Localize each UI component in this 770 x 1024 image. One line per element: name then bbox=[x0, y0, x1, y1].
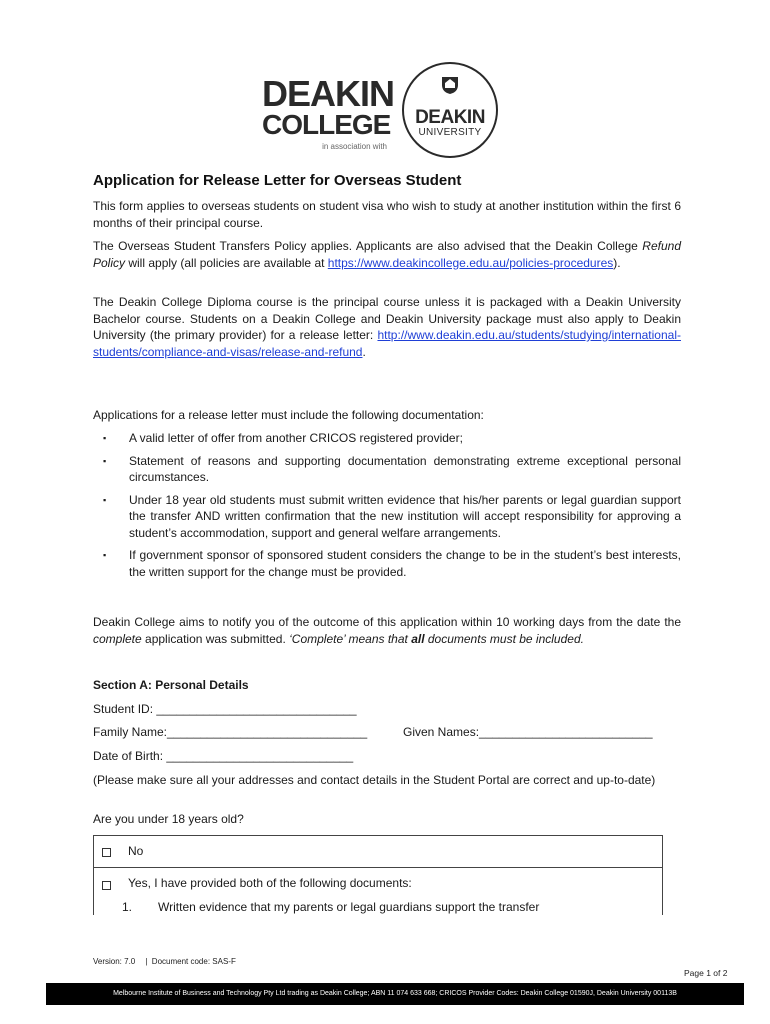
doc-item-text: A valid letter of offer from another CRICOS registered provider; bbox=[129, 431, 463, 445]
family-name-field[interactable]: Family Name:______________________________ bbox=[93, 725, 368, 739]
logo-university-line2: UNIVERSITY bbox=[418, 127, 482, 138]
logo-college-line1: DEAKIN bbox=[262, 73, 395, 114]
docs-list bbox=[93, 430, 681, 586]
logo-college-line2: COLLEGE bbox=[262, 109, 391, 140]
bullet-icon: ▪ bbox=[103, 455, 107, 466]
diploma-paragraph bbox=[93, 294, 681, 360]
given-names-field[interactable]: Given Names:__________________________ bbox=[403, 725, 653, 739]
logo-university-line1: DEAKIN bbox=[415, 107, 485, 128]
policy-text-middle: will apply (all policies are available at bbox=[125, 255, 328, 270]
list-item bbox=[93, 453, 681, 486]
address-note: (Please make sure all your addresses and contact details in the Student Portal are correct and up-to-date) bbox=[93, 773, 656, 787]
version-text: Version: 7.0 bbox=[93, 957, 136, 966]
bullet-icon: ▪ bbox=[103, 550, 107, 560]
policy-paragraph bbox=[93, 238, 681, 271]
list-item bbox=[93, 547, 681, 580]
no-checkbox[interactable] bbox=[102, 848, 111, 857]
yes-checkbox[interactable] bbox=[102, 881, 111, 890]
option-yes-row[interactable] bbox=[94, 868, 662, 915]
notify-all: all bbox=[411, 631, 425, 646]
intro-paragraph: This form applies to overseas students on student visa who wish to study at another institution within the first 6 months of their principal course. bbox=[93, 199, 681, 230]
notify-quote1: ‘Complete’ means that bbox=[289, 631, 412, 646]
student-id-field[interactable]: Student ID: ______________________________ bbox=[93, 702, 357, 716]
notify-text-middle: application was submitted. bbox=[141, 631, 290, 646]
list-item bbox=[93, 492, 681, 542]
section-a-heading: Section A: Personal Details bbox=[93, 678, 249, 692]
footer-bar: Melbourne Institute of Business and Technology Pty Ltd trading as Deakin College; ABN 11 074 633 668; CRICOS Provider Codes: Deakin College 01590J, Deakin University 00113B bbox=[46, 983, 744, 1005]
diploma-text: The Deakin College Diploma course is the principal course unless it is packaged with a Deakin University Bachelor course. Students on a Deakin College and Deakin University package must also apply to Deakin University (the primary provider) for a release letter: bbox=[93, 295, 681, 342]
bullet-icon: ▪ bbox=[103, 494, 107, 505]
bullet-icon: ▪ bbox=[103, 433, 107, 443]
doc-code-text: Document code: SAS-F bbox=[151, 957, 236, 966]
page-title: Application for Release Letter for Overseas Student bbox=[93, 172, 462, 189]
under-18-question: Are you under 18 years old? bbox=[93, 812, 244, 826]
deakin-college-logo bbox=[262, 73, 395, 151]
crest-icon bbox=[439, 74, 461, 96]
doc-item-text: If government sponsor of sponsored student considers the change to be in the student’s best interests, the written support for the change must be provided. bbox=[129, 548, 681, 579]
doc-item-text: Under 18 year old students must submit written evidence that his/her parents or legal guardian support the transfer AND written confirmation that the new institution will accept responsibility for approving a student’s accommodation, support and general welfare arrangements. bbox=[129, 492, 681, 540]
dob-field[interactable]: Date of Birth: ____________________________ bbox=[93, 749, 354, 763]
logo-assoc-text: in association with bbox=[322, 142, 387, 151]
footer-version bbox=[93, 957, 236, 966]
release-refund-link[interactable]: http://www.deakin.edu.au/students/studying/international-students/compliance-and-visas/release-and-refund bbox=[93, 328, 681, 359]
notify-quote2: documents must be included. bbox=[424, 631, 584, 646]
sub-item-number: 1. bbox=[122, 900, 133, 914]
policies-link[interactable]: https://www.deakincollege.edu.au/policies-procedures bbox=[327, 255, 614, 270]
policy-text-after: ). bbox=[613, 255, 621, 270]
notify-text-before: Deakin College aims to notify you of the outcome of this application within 10 working days from the date the bbox=[93, 615, 681, 629]
notify-complete: complete bbox=[93, 631, 142, 646]
list-item bbox=[93, 430, 681, 447]
notify-paragraph bbox=[93, 614, 681, 647]
doc-item-text: Statement of reasons and supporting documentation demonstrating extreme exceptional personal circumstances. bbox=[129, 453, 681, 484]
option-no-label: No bbox=[128, 844, 144, 858]
sub-item-text: Written evidence that my parents or legal guardians support the transfer bbox=[158, 900, 540, 914]
option-no-row[interactable] bbox=[94, 836, 662, 868]
option-yes-label: Yes, I have provided both of the following documents: bbox=[128, 876, 412, 890]
under-18-options bbox=[93, 835, 663, 915]
refund-policy-text: Refund Policy bbox=[93, 239, 681, 270]
docs-intro: Applications for a release letter must include the following documentation: bbox=[93, 408, 484, 422]
deakin-university-logo bbox=[402, 62, 498, 158]
policy-text-before: The Overseas Student Transfers Policy applies. Applicants are also advised that the Deakin College bbox=[93, 239, 643, 253]
footer-divider: | bbox=[145, 957, 148, 966]
page-number: Page 1 of 2 bbox=[684, 968, 728, 978]
diploma-text-after: . bbox=[362, 344, 366, 359]
